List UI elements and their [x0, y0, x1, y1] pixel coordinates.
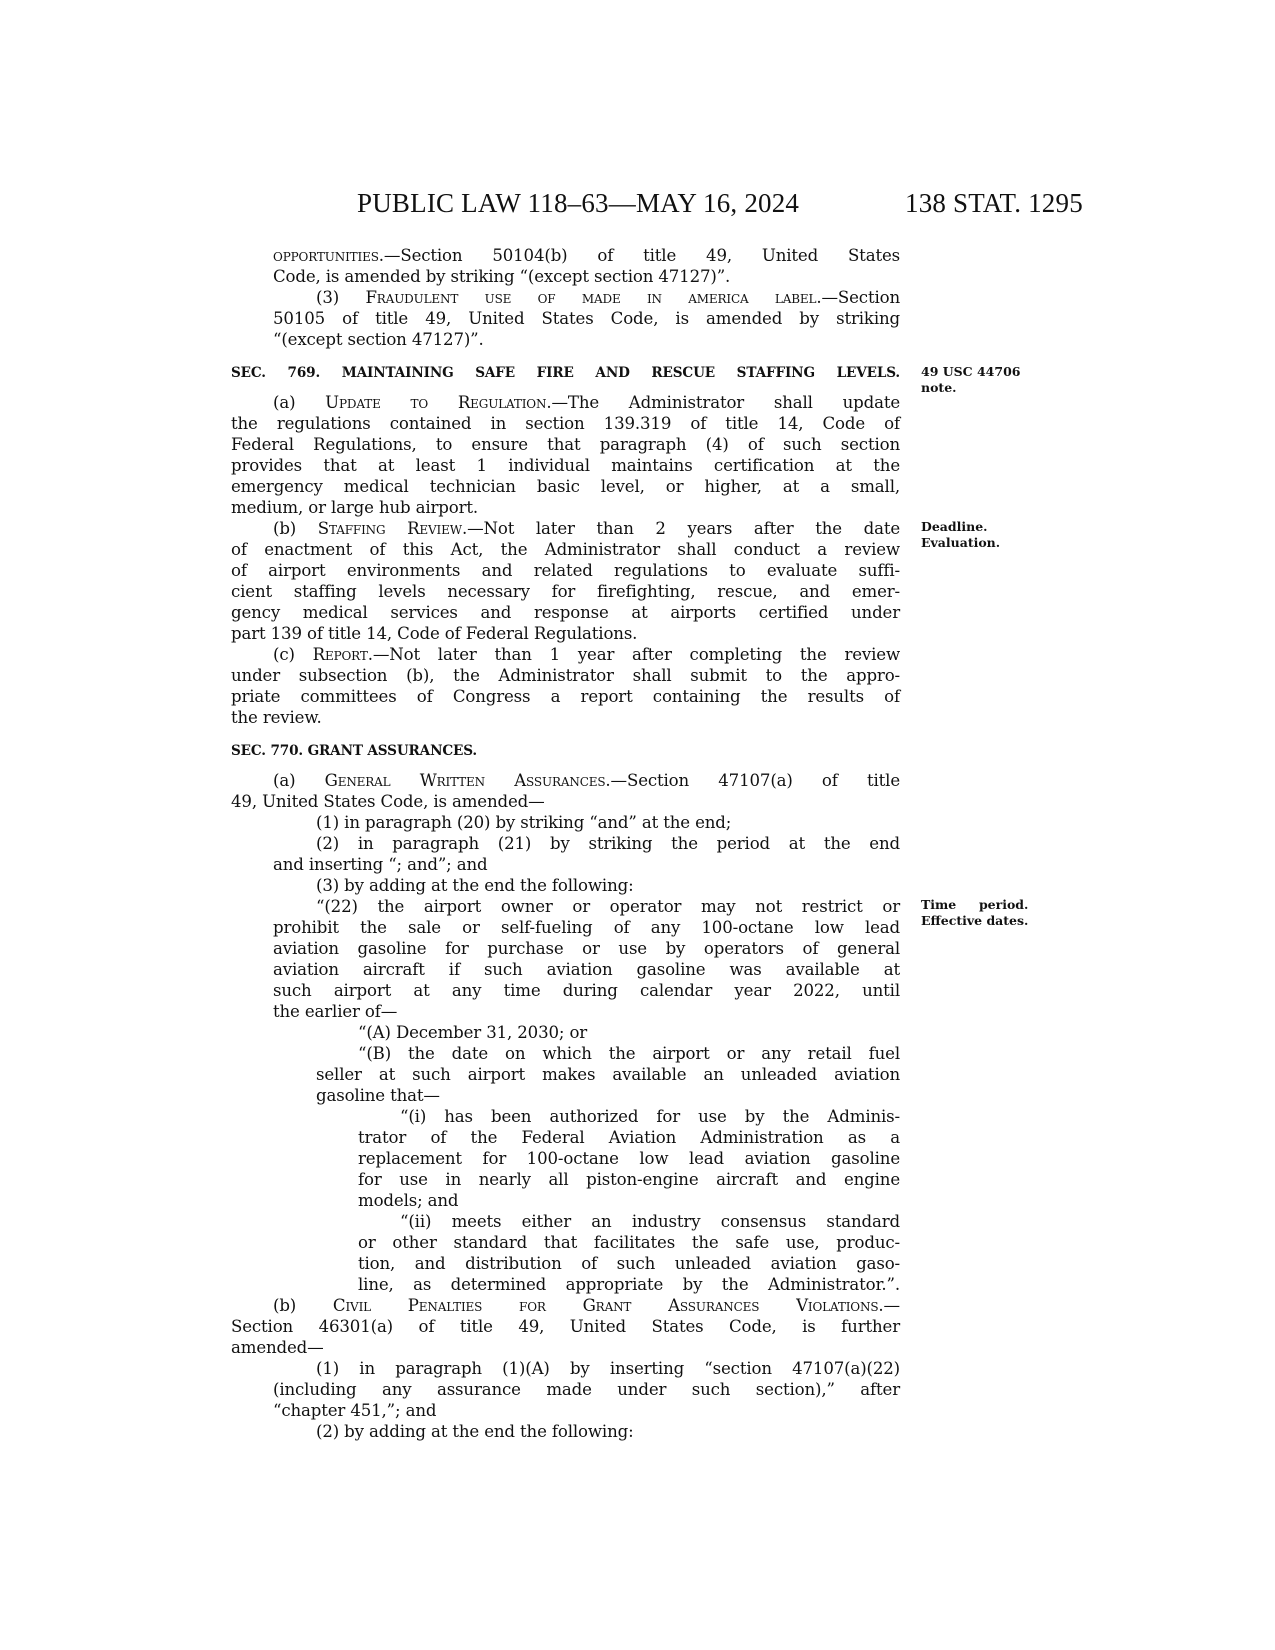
text-run: (c) [273, 645, 313, 664]
text-run: 49, United States Code, is amended— [231, 792, 545, 811]
paragraph-heading: opportunities. [273, 246, 384, 265]
text-run: “(A) December 31, 2030; or [358, 1023, 588, 1042]
text-run: medium, or large hub airport. [231, 498, 479, 517]
text-run: (1) in paragraph (20) by striking “and” at the end; [316, 813, 732, 832]
text-run: emergency medical technician basic level, or higher, at a small, [231, 477, 900, 496]
text-run: SEC. 769. MAINTAINING SAFE FIRE AND RESCUE STAFFING LEVELS. [231, 365, 900, 381]
text-line [231, 476, 900, 497]
text-run: “chapter 451,”; and [273, 1401, 437, 1420]
text-run: the regulations contained in section 139.319 of title 14, Code of [231, 414, 900, 433]
text-line [231, 539, 900, 560]
text-run: the earlier of— [273, 1002, 398, 1021]
text-line [231, 1211, 900, 1232]
text-run: seller at such airport makes available an unleaded aviation [316, 1065, 900, 1084]
text-line [231, 1316, 900, 1337]
text-run: (3) by adding at the end the following: [316, 876, 634, 895]
text-line [231, 1400, 900, 1421]
text-line [231, 1022, 900, 1043]
text-line [231, 812, 900, 833]
text-line [231, 1106, 900, 1127]
text-line [231, 1295, 900, 1316]
text-run: replacement for 100-octane low lead aviation gasoline [358, 1149, 900, 1168]
text-line [231, 1064, 900, 1085]
text-line [231, 980, 900, 1001]
text-run: —Section 47107(a) of title [610, 771, 900, 790]
text-run: —Not later than 2 years after the date [467, 519, 901, 538]
text-line [231, 1169, 900, 1190]
text-line [231, 1043, 900, 1064]
text-run: or other standard that facilitates the safe use, produc- [358, 1233, 900, 1252]
paragraph-heading: General Written Assurances. [324, 771, 611, 790]
text-run: part 139 of title 14, Code of Federal Regulations. [231, 624, 638, 643]
text-line [231, 560, 900, 581]
text-run: — [883, 1296, 900, 1315]
text-line [231, 1190, 900, 1211]
text-run: under subsection (b), the Administrator shall submit to the appro- [231, 666, 900, 685]
text-run: the review. [231, 708, 322, 727]
section-heading [231, 363, 1021, 395]
text-run: —Section [821, 288, 900, 307]
text-run: prohibit the sale or self-fueling of any 100-octane low lead [273, 918, 900, 937]
text-line [231, 497, 900, 518]
text-run: SEC. 770. GRANT ASSURANCES. [231, 743, 477, 759]
text-line [231, 623, 900, 644]
margin-note-line: Effective dates. [921, 913, 1029, 928]
text-run: priate committees of Congress a report containing the results of [231, 687, 900, 706]
text-run: (3) [316, 288, 366, 307]
margin-note-line: note. [921, 380, 957, 395]
text-line [231, 875, 900, 896]
text-line [231, 1232, 900, 1253]
text-run: tion, and distribution of such unleaded aviation gaso- [358, 1254, 900, 1273]
paragraph-heading: Fraudulent use of made in america label. [365, 288, 822, 307]
text-run: such airport at any time during calendar year 2022, until [273, 981, 900, 1000]
text-run: (1) in paragraph (1)(A) by inserting “section 47107(a)(22) [316, 1359, 900, 1378]
text-line [231, 938, 900, 959]
text-run: (b) [273, 1296, 333, 1315]
text-line [231, 1127, 900, 1148]
text-run: (including any assurance made under such section),” after [273, 1380, 900, 1399]
text-line [231, 665, 900, 686]
text-line [231, 581, 900, 602]
text-run: “(B) the date on which the airport or any retail fuel [358, 1044, 900, 1063]
text-run: models; and [358, 1191, 459, 1210]
text-run: gasoline that— [316, 1086, 440, 1105]
text-line [231, 308, 900, 329]
text-run: (2) in paragraph (21) by striking the period at the end [316, 834, 900, 853]
text-line [231, 413, 900, 434]
text-line [231, 1085, 900, 1106]
text-line [231, 770, 900, 791]
running-header-title: PUBLIC LAW 118–63—MAY 16, 2024 [357, 188, 800, 218]
text-line [231, 1379, 900, 1400]
text-line [231, 791, 900, 812]
text-run: cient staffing levels necessary for firefighting, rescue, and emer- [231, 582, 900, 601]
text-run: line, as determined appropriate by the Administrator.”. [358, 1275, 900, 1294]
text-line [231, 602, 900, 623]
text-run: “(except section 47127)”. [273, 330, 484, 349]
margin-note-line: 49 USC 44706 [921, 364, 1021, 379]
margin-note [921, 897, 1028, 929]
text-line [231, 266, 900, 287]
section-heading [231, 741, 900, 762]
text-run: of enactment of this Act, the Administrator shall conduct a review [231, 540, 900, 559]
paragraph-heading: Report. [312, 645, 373, 664]
text-run: Federal Regulations, to ensure that paragraph (4) of such section [231, 435, 900, 454]
text-run: trator of the Federal Aviation Administration as a [358, 1128, 900, 1147]
text-run: aviation gasoline for purchase or use by operators of general [273, 939, 900, 958]
text-run: —Section 50104(b) of title 49, United States [383, 246, 900, 265]
paragraph-heading: Civil Penalties for Grant Assurances Violations. [332, 1296, 884, 1315]
text-line [231, 245, 900, 266]
document-body [231, 245, 1029, 1442]
paragraph-heading: Staffing Review. [317, 519, 468, 538]
text-line [231, 1253, 900, 1274]
text-run: —Not later than 1 year after completing the review [372, 645, 901, 664]
text-run: gency medical services and response at airports certified under [231, 603, 900, 622]
margin-note [921, 519, 1000, 551]
text-run: (a) [273, 771, 325, 790]
margin-note-line: Time period. [921, 897, 1029, 912]
text-line [231, 1274, 900, 1295]
text-line [231, 1148, 900, 1169]
text-run: and inserting “; and”; and [273, 855, 488, 874]
text-line [231, 854, 900, 875]
page-number: 138 STAT. 1295 [905, 188, 1083, 218]
text-line [231, 686, 900, 707]
text-line [231, 1001, 900, 1022]
text-line [231, 392, 900, 413]
text-run: (2) by adding at the end the following: [316, 1422, 634, 1441]
text-line [231, 455, 900, 476]
text-line [231, 1421, 900, 1442]
text-run: aviation aircraft if such aviation gasoline was available at [273, 960, 900, 979]
text-line [231, 1337, 900, 1358]
text-run: amended— [231, 1338, 324, 1357]
text-run: “(22) the airport owner or operator may not restrict or [316, 897, 900, 916]
text-run: (b) [273, 519, 318, 538]
margin-note-line: Deadline. [921, 519, 988, 534]
text-run: provides that at least 1 individual maintains certification at the [231, 456, 900, 475]
text-line [231, 329, 900, 350]
text-run: for use in nearly all piston-engine aircraft and engine [358, 1170, 900, 1189]
text-line [231, 917, 900, 938]
text-run: Code, is amended by striking “(except section 47127)”. [273, 267, 731, 286]
text-run: 50105 of title 49, United States Code, is amended by striking [273, 309, 900, 328]
text-line [231, 434, 900, 455]
text-line [231, 833, 900, 854]
text-run: —The Administrator shall update [551, 393, 901, 412]
text-run: “(i) has been authorized for use by the Adminis- [400, 1107, 900, 1126]
text-run: (a) [273, 393, 326, 412]
text-line [231, 644, 900, 665]
text-run: “(ii) meets either an industry consensus standard [400, 1212, 900, 1231]
text-line [231, 707, 900, 728]
text-run: of airport environments and related regulations to evaluate suffi- [231, 561, 900, 580]
margin-note [921, 364, 1020, 396]
paragraph-heading: Update to Regulation. [325, 393, 552, 412]
text-run: Section 46301(a) of title 49, United States Code, is further [231, 1317, 900, 1336]
text-line [231, 287, 900, 308]
text-line [231, 959, 900, 980]
margin-note-line: Evaluation. [921, 535, 1001, 550]
text-line [231, 1358, 900, 1379]
